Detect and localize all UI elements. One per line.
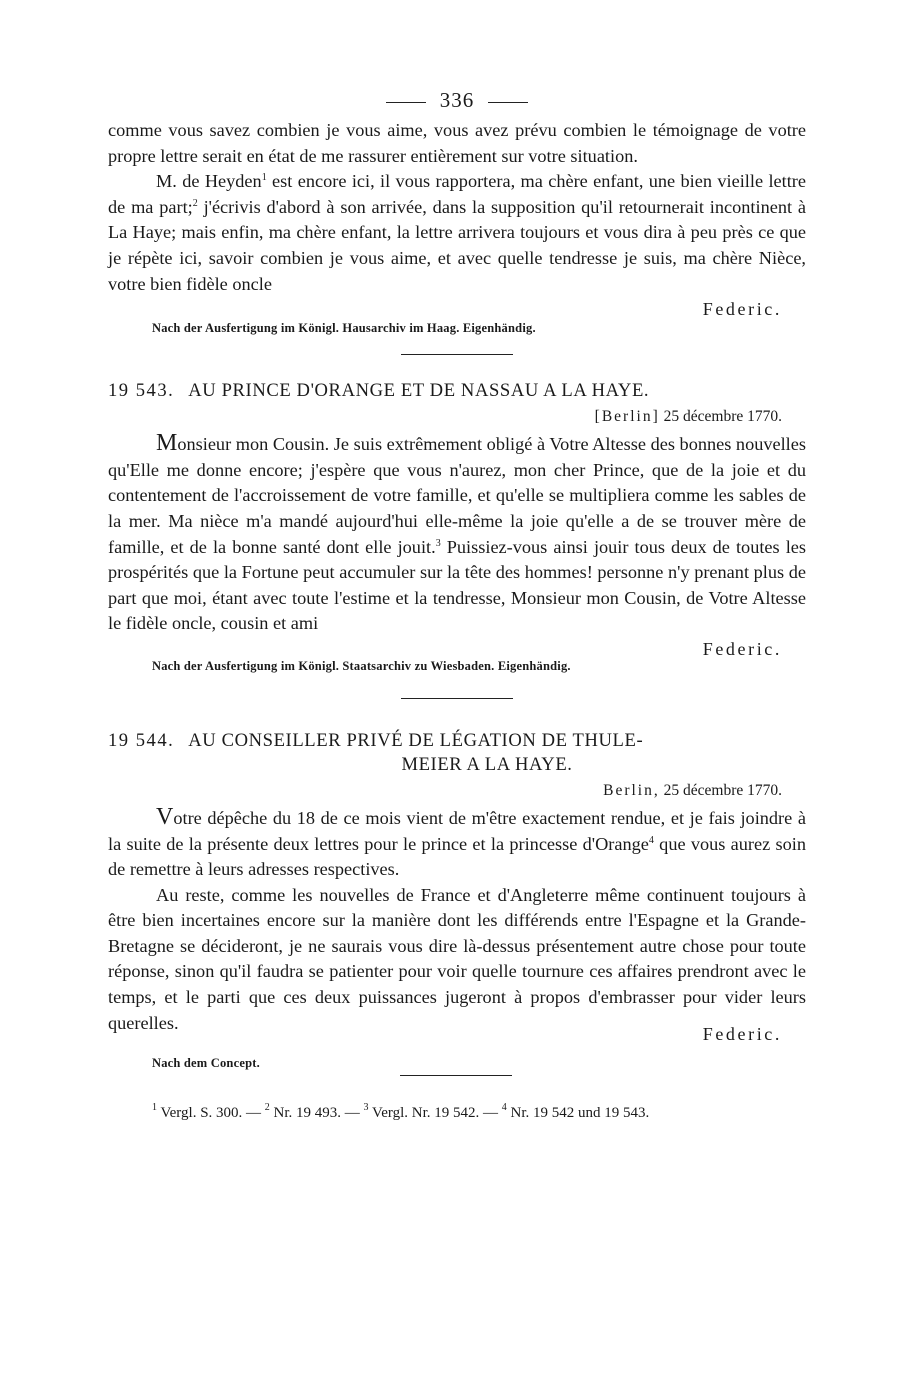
footnote-ref-2[interactable]: 2 (192, 197, 198, 209)
letter-dateline: Berlin, 25 décembre 1770. (603, 781, 782, 799)
footnote-ref-3[interactable]: 3 (435, 537, 441, 549)
letter-title-continued: MEIER A LA HAYE. (401, 753, 573, 775)
letter-body: Monsieur mon Cousin. Je suis extrêmement obligé à Votre Altesse des bonnes nouvelles qu'Elle me donne encore; j'espère que vous n'aurez, mon cher Prince, que de la joie et du contentement de l'accroissement de votre famille, et qu'elle se multipliera comme les sables de la mer. Ma nièce m'a mandé aujourd'hui elle-même la joie qu'elle a de se trouver mère de famille, et de la bonne santé dont elle jouit.$^3$ Puissiez-vous ainsi jouir tous deux de toutes les prospérités que la Fortune peut accumuler sur la tête des hommes! personne n'y prenant plus de part que moi, étant avec toute l'estime et la tendresse, Monsieur mon Cousin, de Votre Altesse le fidèle oncle, cousin et ami (108, 430, 807, 634)
signature: Federic. (702, 299, 782, 320)
letter-number: 19 544. (108, 729, 175, 751)
footnote-ref-4[interactable]: 4 (648, 834, 654, 846)
signature: Federic. (702, 1024, 782, 1045)
source-note: Nach dem Concept. (152, 1056, 260, 1071)
signature: Federic. (702, 638, 782, 659)
page-number-row (108, 82, 806, 118)
letter-title: AU CONSEILLER PRIVÉ DE LÉGATION DE THULE- (188, 729, 644, 751)
section-divider (401, 354, 513, 355)
footnotes (108, 1102, 806, 1124)
section-divider (401, 698, 513, 699)
footnote-divider (400, 1075, 512, 1076)
footnote-line: $^1$ Vergl. S. 300. — $^2$ Nr. 19 493. — $^3$ Vergl. Nr. 19 542. — $^4$ Nr. 19 542 und 19 543. (152, 1102, 650, 1122)
letter-title: AU PRINCE D'ORANGE ET DE NASSAU A LA HAYE. (188, 380, 650, 402)
page-number: 336 (439, 88, 475, 112)
source-note: Nach der Ausfertigung im Königl. Hausarchiv im Haag. Eigenhändig. (152, 321, 536, 336)
letter-body-paragraph-1: Votre dépêche du 18 de ce mois vient de m'être exactement rendue, et je fais joindre à la suite de la présente deux lettres pour le prince et la princesse d'Orange$^4$ que vous aurez soin de remettre à leurs adresses respectives. (108, 803, 806, 880)
letter-body-paragraph-2: Au reste, comme les nouvelles de France et d'Angleterre même continuent toujours à être bien incertaines encore sur la manière dont les différends entre l'Espagne et la Grande-Bretagne se décideront, je ne saurais vous dire là-dessus présentement autre chose pour toute réponse, sinon qu'il faudra se patienter pour voir quelle tournure ces affaires prendront avec le temps, et le parti que ces deux puissances jugeront à propos d'embrasser pour vider leurs querelles. (108, 884, 806, 1033)
source-note: Nach der Ausfertigung im Königl. Staatsarchiv zu Wiesbaden. Eigenhändig. (152, 658, 571, 673)
letter-dateline: [Berlin] 25 décembre 1770. (594, 408, 782, 426)
page-number-dash-right (488, 102, 528, 103)
page-number-dash-left (386, 102, 426, 103)
continuation-paragraph-2: M. de Heyden$^1$ est encore ici, il vous rapportera, ma chère enfant, une bien vieille lettre de ma part;$^2$ j'écrivis d'abord à son arrivée, dans la supposition qu'il retournerait incontinent à La Haye; mais enfin, ma chère enfant, la lettre arrivera toujours et vous dira à peu près ce que je répète ici, savoir combien je vous aime, et avec quelle tendresse je suis, ma chère Nièce, votre bien fidèle oncle (108, 171, 806, 294)
letter-heading (108, 379, 806, 403)
letter-heading (108, 729, 806, 753)
page (108, 82, 806, 1124)
continuation-paragraph-1: comme vous savez combien je vous aime, vous avez prévu combien le témoignage de votre propre lettre serait en état de me rassurer entièrement sur votre situation. (108, 120, 806, 166)
letter-number: 19 543. (108, 380, 175, 402)
footnote-ref-1[interactable]: 1 (261, 172, 267, 184)
